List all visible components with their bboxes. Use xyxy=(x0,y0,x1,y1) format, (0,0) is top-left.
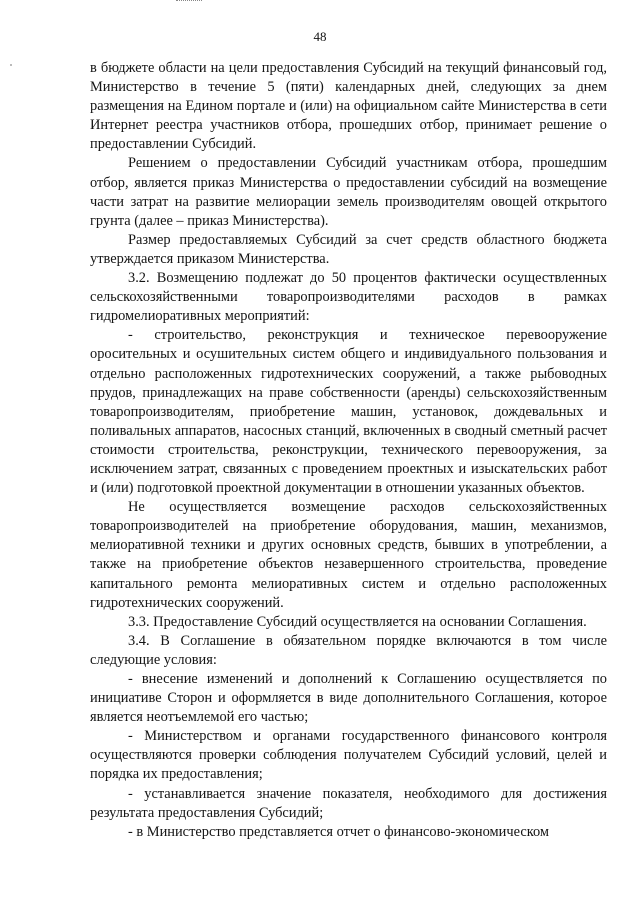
paragraph-3-3: 3.3. Предоставление Субсидий осуществляется на основании Соглашения. xyxy=(128,613,587,630)
body-text xyxy=(90,59,607,842)
paragraph-decision: Решением о предоставлении Субсидий участникам отбора, прошедшим отбор, является приказ Министерства о предоставлении субсидий на возмещение части затрат на развитие мелиорации земель производителям овощей открытого грунта (далее – приказ Министерства). xyxy=(90,155,607,229)
paragraph-3-4: 3.4. В Соглашение в обязательном порядке включаются в том числе следующие условия: xyxy=(90,632,607,668)
page-number: 48 xyxy=(313,29,327,44)
paragraph-continuation: в бюджете области на цели предоставления Субсидий на текущий финансовый год, Министерство в течение 5 (пяти) календарных дней, следующих за днем размещения на Едином портале и (или) на официальном сайте Министерства в сети Интернет реестра участников отбора, прошедших отбор, принимает решение о предоставлении Субсидий. xyxy=(90,60,607,153)
paragraph-not-reimbursed: Не осуществляется возмещение расходов сельскохозяйственных товаропроизводителей на приобретение оборудования, машин, механизмов, мелиоративной техники и других основных средств, бывших в употреблении, а также на приобретение объектов незавершенного строительства, проведение капитального ремонта мелиоративных систем и отдельно расположенных гидротехнических сооружений. xyxy=(90,499,607,611)
list-item-amendments: - внесение изменений и дополнений к Соглашению осуществляется по инициативе Сторон и оформляется в виде дополнительного Соглашения, которое является неотъемлемой его частью; xyxy=(90,671,607,726)
scan-speck xyxy=(10,64,12,66)
scan-artifact xyxy=(176,0,202,1)
paragraph-3-2: 3.2. Возмещению подлежат до 50 процентов фактически осуществленных сельскохозяйственными товаропроизводителями расходов в рамках гидромелиоративных мероприятий: xyxy=(90,270,607,325)
list-item-inspections: - Министерством и органами государственного финансового контроля осуществляются проверки соблюдения получателем Субсидий условий, целей и порядка их предоставления; xyxy=(90,728,607,783)
paragraph-subsidy-size: Размер предоставляемых Субсидий за счет средств областного бюджета утверждается приказом Министерства. xyxy=(90,231,607,267)
list-item-report: - в Министерство представляется отчет о финансово-экономическом xyxy=(128,823,550,840)
list-item-indicator: - устанавливается значение показателя, необходимого для достижения результата предоставления Субсидий; xyxy=(90,785,607,821)
list-item-construction: - строительство, реконструкция и техническое перевооружение оросительных и осушительных систем общего и индивидуального пользования и отдельно расположенных гидротехнических сооружений, а также рыбоводных прудов, принадлежащих на праве собственности (аренды) сельскохозяйственным товаропроизводителям, приобретение машин, установок, дождевальных и поливальных аппаратов, насосных станций, включенных в сводный сметный расчет стоимости строительства, реконструкции, технического перевооружения, за исключением затрат, связанных с проведением проектных и изыскательских работ и (или) подготовкой проектной документации в отношении указанных объектов. xyxy=(90,327,607,497)
